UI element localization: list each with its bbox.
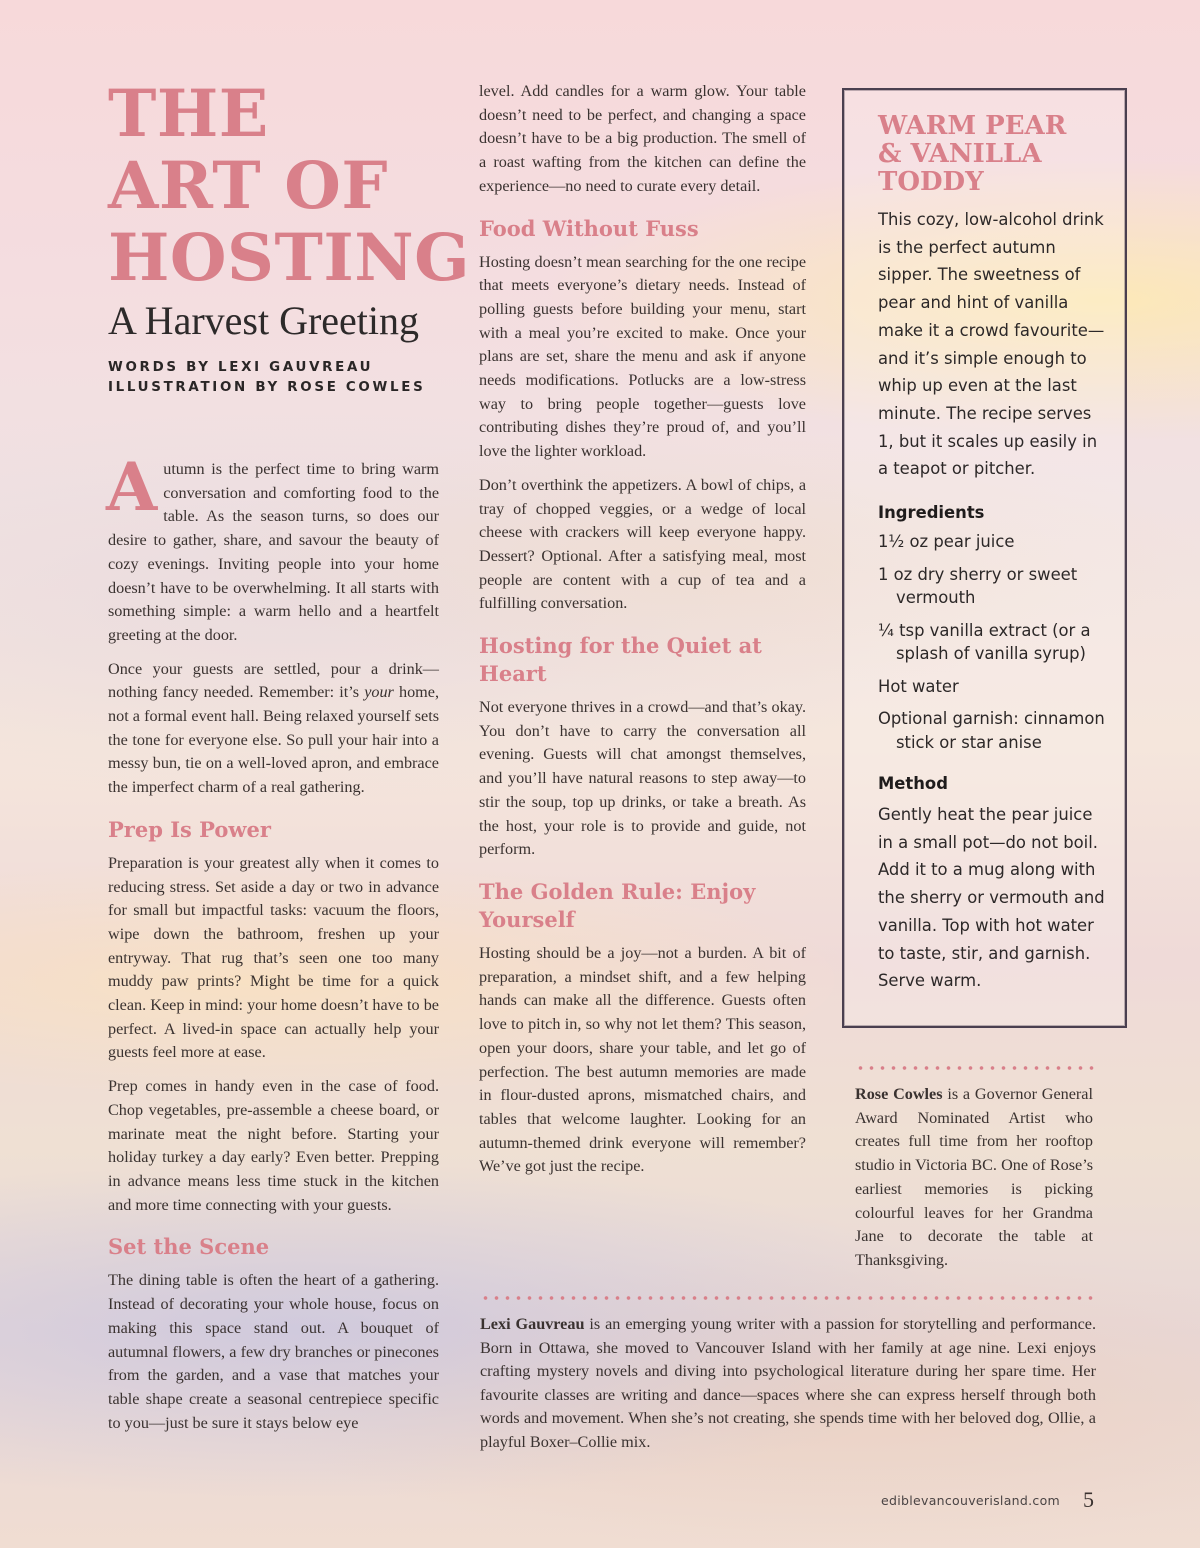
paragraph-prep-2: Prep comes in handy even in the case of food. Chop vegetables, pre-assemble a cheese board, or marinate meat the night before. Starting your holiday turkey a day early? Even better. Prepping in advance means less time stuck in the kitchen and more time connecting with your guests. (108, 1077, 439, 1214)
bio-lexi-gauvreau (480, 1313, 1096, 1455)
intro-text: utumn is the perfect time to bring warm conversation and comforting food to the table. As the season turns, so does our desire to gather, share, and savour the beauty of cozy evenings. Inviting people into your home doesn’t have to be overwhelming. It all starts with something simple: a warm hello and a heartfelt greeting at the door. (108, 460, 439, 644)
bio-text: is an emerging young writer with a passion for storytelling and performance. Born in Ottawa, she moved to Vancouver Island with her family at age nine. Lexi enjoys crafting mystery novels and diving into psychological literature during her spare time. Her favourite classes are writing and dance—spaces where she can express herself through both words and movement. When she’s not creating, she spends time with her beloved dog, Ollie, a playful Boxer–Collie mix. (480, 1315, 1097, 1451)
byline (108, 358, 439, 398)
method-heading: Method (878, 774, 948, 794)
heading-food: Food Without Fuss (479, 215, 699, 241)
page-number: 5 (1083, 1487, 1094, 1512)
paragraph-quiet: Not everyone thrives in a crowd—and that’s okay. You don’t have to carry the conversation all evening. Guests will chat amongst themselves, and you’ll have natural reasons to step away—to stir the soup, top up drinks, or take a breath. As the host, your role is to provide and guide, not perform. (479, 698, 806, 859)
bio-paragraph (480, 1313, 1096, 1455)
recipe-intro: This cozy, low-alcohol drink is the perfect autumn sipper. The sweetness of pear and hint of vanilla make it a crowd favourite—and it’s simple enough to whip up even at the last minute. The recipe serves 1, but it scales up easily in a teapot or pitcher. (878, 210, 1105, 479)
column-left (106, 76, 471, 1445)
paragraph-drink (108, 658, 439, 800)
ingredient-item: Hot water (878, 676, 959, 696)
ingredients-heading: Ingredients (878, 503, 985, 523)
method-text: Gently heat the pear juice in a small pot—do not boil. Add it to a mug along with the sherry or vermouth and vanilla. Top with hot water to taste, stir, and garnish. Serve warm. (878, 805, 1105, 991)
paragraph-scene-continued: level. Add candles for a warm glow. Your table doesn’t need to be perfect, and changing a space doesn’t have to be a big production. The smell of a roast wafting from the kitchen can define the experience—no need to curate every detail. (479, 82, 806, 195)
bio-paragraph (855, 1083, 1093, 1273)
footer-url: ediblevancouverisland.com (881, 1493, 1060, 1508)
ingredient-item: 1½ oz pear juice (878, 532, 1015, 552)
ingredient-item: ¼ tsp vanilla extract (or a splash of vanilla syrup) (878, 620, 1091, 664)
credit-words: WORDS BY LEXI GAUVREAU (108, 360, 374, 375)
bio-name: Lexi Gauvreau (480, 1315, 585, 1333)
paragraph-text: home, not a formal event hall. Being relaxed yourself sets the tone for everyone else. So pull your hair into a messy bun, tie on a well-loved apron, and embrace the imperfect charm of a real gathering. (108, 683, 439, 797)
heading-golden-rule: The Golden Rule: Enjoy Yourself (479, 878, 756, 932)
bio-rose-cowles (855, 1083, 1093, 1273)
recipe-box (842, 88, 1127, 1028)
emphasis-text: your (364, 683, 394, 702)
paragraph-scene: The dining table is often the heart of a gathering. Instead of decorating your whole house, focus on making this space stand out. A bouquet of autumnal flowers, a few dry branches or pinecones from the garden, and a vase that matches your table shape create a seasonal centrepiece specific to you—just be sure it stays below eye (108, 1271, 439, 1432)
recipe-title: WARM PEAR & VANILLA TODDY (878, 111, 1067, 197)
heading-prep: Prep Is Power (108, 816, 271, 842)
article-title: THE ART OF HOSTING (108, 76, 471, 296)
heading-scene: Set the Scene (108, 1234, 270, 1260)
article-subtitle: A Harvest Greeting (108, 298, 420, 343)
ingredient-item: 1 oz dry sherry or sweet vermouth (878, 564, 1078, 608)
paragraph-food-2: Don’t overthink the appetizers. A bowl of chips, a tray of chopped veggies, or a wedge of local cheese with crackers will keep everyone happy. Dessert? Optional. After a satisfying meal, most people are content with a cup of tea and a fulfilling conversation. (479, 475, 806, 613)
paragraph-prep-1: Preparation is your greatest ally when it comes to reducing stress. Set aside a day or two in advance for small but impactful tasks: vacuum the floors, wipe down the bathroom, freshen up your entryway. That rug that’s seen one too many muddy paw prints? Might be time for a quick clean. Keep in mind: your home doesn’t have to be perfect. A lived-in space can actually help your guests feel more at ease. (108, 853, 439, 1062)
bio-name: Rose Cowles (855, 1085, 943, 1103)
paragraph-text: Once your guests are settled, pour a drink—nothing fancy needed. Remember: it’s (108, 659, 439, 702)
column-middle (479, 80, 806, 1189)
ingredient-item: Optional garnish: cinnamon stick or star anise (878, 709, 1105, 752)
dotted-divider-right (855, 1065, 1095, 1071)
paragraph-golden-rule: Hosting should be a joy—not a burden. A bit of preparation, a mindset shift, and a few helping hands can make all the difference. Guests often love to pitch in, so why not let them? This season, open your doors, share your table, and let go of perfection. The best autumn memories are made in flour-dusted aprons, mismatched chairs, and tables that welcome laughter. Looking for an autumn-themed drink everyone will remember? We’ve got just the recipe. (479, 943, 806, 1176)
paragraph-food-1: Hosting doesn’t mean searching for the one recipe that meets everyone’s dietary needs. Instead of polling guests before building your menu, start with a meal you’re excited to make. Once your plans are set, share the menu and ask if anyone needs modifications. Potlucks are a low-stress way to bring people together—guests love contributing dishes they’re proud of, and you’ll love the lighter workload. (479, 252, 806, 461)
intro-paragraph (106, 448, 439, 648)
credit-illustration: ILLUSTRATION BY ROSE COWLES (108, 380, 426, 395)
bio-text: is a Governor General Award Nominated Artist who creates full time from her rooftop studio in Victoria BC. One of Rose’s earliest memories is picking colourful leaves for her Grandma Jane to decorate the table at Thanksgiving. (855, 1085, 1093, 1269)
heading-quiet: Hosting for the Quiet at Heart (479, 633, 762, 687)
dotted-divider-bottom (480, 1295, 1096, 1301)
drop-cap: A (106, 448, 158, 526)
